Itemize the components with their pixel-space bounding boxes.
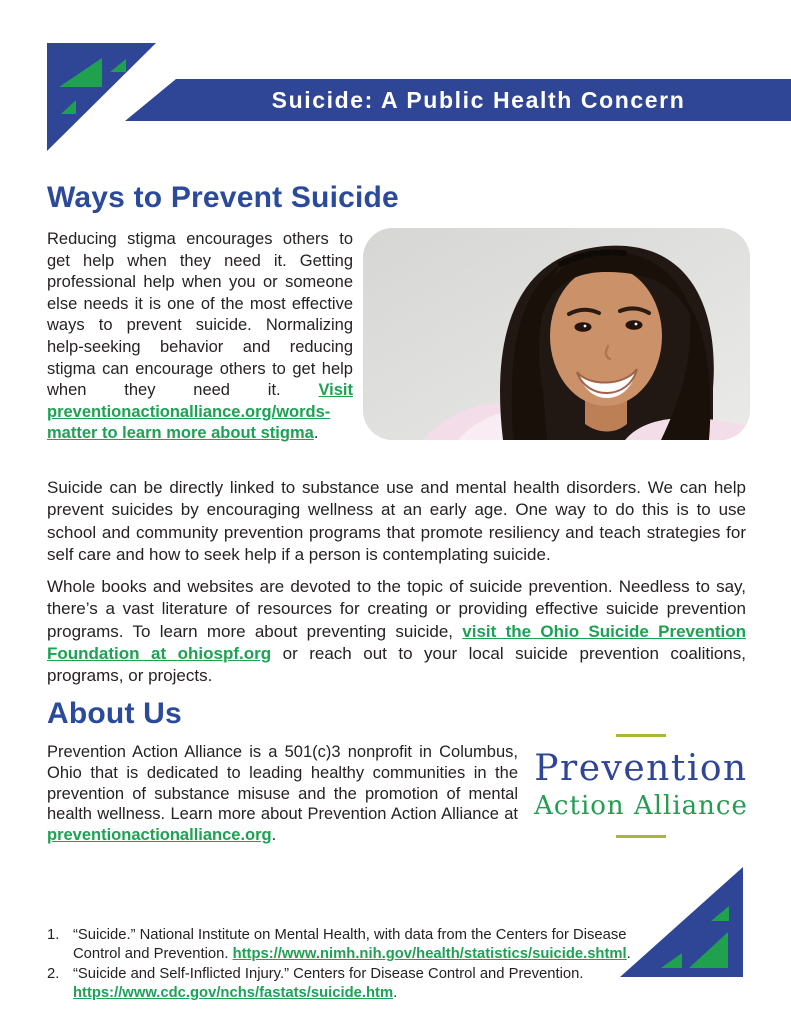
corner-brand-mark (600, 860, 760, 985)
prevention-action-alliance-link[interactable]: preventionactionalliance.org (47, 826, 272, 845)
intro-paragraph-period: . (313, 424, 319, 443)
about-paragraph (47, 742, 518, 846)
ways-heading: Ways to Prevent Suicide (47, 181, 399, 214)
about-heading: About Us (47, 697, 182, 730)
footnote-1-text (73, 926, 647, 965)
footnote-2 (47, 965, 647, 1004)
footnote-1 (47, 926, 647, 965)
footnote-2-number: 2. (47, 965, 60, 982)
nimh-suicide-statistics-link[interactable]: https://www.nimh.nih.gov/health/statistics/suicide.shtml (232, 946, 627, 963)
cdc-fastats-suicide-link[interactable]: https://www.cdc.gov/nchs/fastats/suicide.htm (73, 985, 394, 1002)
logo-rule-bottom (616, 835, 666, 838)
young-woman-photo-illustration (363, 228, 750, 440)
about-paragraph-text: Prevention Action Alliance is a 501(c)3 nonprofit in Columbus, Ohio that is dedicated to leading healthy communities in the prevention of substance misuse and the promotion of mental health wellness. Learn more about Prevention Action Alliance at (47, 743, 518, 824)
footnote-2-period: . (393, 985, 398, 1002)
prevention-action-alliance-logo (520, 734, 762, 838)
resources-paragraph-text: Whole books and websites are devoted to the topic of suicide prevention. Needless to say, there’s a vast literature of resources for creating or providing effective suicide prevention programs. To learn more about preventing suicide, (47, 577, 746, 641)
ohiospf-link[interactable]: visit the Ohio Suicide Prevention Foundation at ohiospf.org (47, 621, 746, 663)
intro-paragraph-text: Reducing stigma encourages others to get help when they need it. Getting professional help when you or someone else needs it is one of the most effective ways to prevent suicide. Normalizing help-seeking behavior and reducing stigma can encourage others to get help when they need it. (47, 230, 353, 400)
footnote-1-period: . (626, 946, 631, 963)
footnote-2-citation: “Suicide and Self-Inflicted Injury.” Centers for Disease Control and Prevention. (73, 965, 584, 982)
footnotes (47, 926, 647, 1004)
linked-disorders-paragraph: Suicide can be directly linked to substance use and mental health disorders. We can help prevent suicides by encouraging wellness at an early age. One way to do this is to use school and community prevention programs that promote resiliency and teach strategies for self care and how to seek help if a person is contemplating suicide. (47, 478, 746, 564)
about-paragraph-period: . (271, 826, 277, 845)
young-woman-photo (363, 228, 750, 440)
footnote-1-citation: “Suicide.” National Institute on Mental Health, with data from the Centers for Disease Control and Prevention. (73, 927, 627, 963)
logo-wordmark-action-alliance: Action Alliance (534, 791, 748, 821)
resources-paragraph-end: or reach out to your local suicide prevention coalitions, programs, or projects. (47, 643, 746, 686)
logo-rule-top (616, 734, 666, 737)
logo-wordmark-prevention: Prevention (534, 748, 748, 789)
words-matter-link[interactable]: Visit preventionactionalliance.org/words-matter to learn more about stigma (47, 381, 353, 443)
footnote-2-text (73, 965, 647, 1004)
intro-paragraph (47, 229, 353, 445)
resources-paragraph (47, 576, 746, 687)
footnote-1-number: 1. (47, 927, 60, 943)
banner-title: Suicide: A Public Health Concern (271, 86, 686, 113)
